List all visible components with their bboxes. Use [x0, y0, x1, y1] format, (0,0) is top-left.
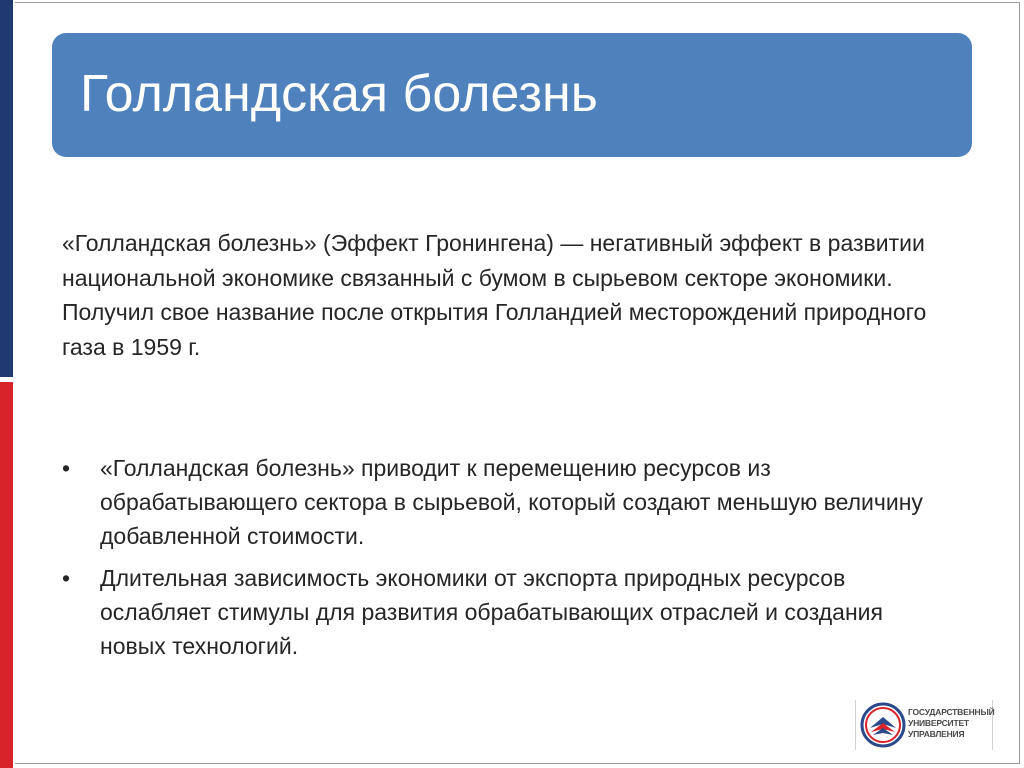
logo-line: УПРАВЛЕНИЯ	[908, 729, 965, 739]
bullet-text: «Голландская болезнь» приводит к перемещению ресурсов из обрабатывающего сектора в сырьевой, который создают меньшую величину добавленной стоимости.	[100, 455, 923, 549]
bullet-item	[62, 561, 952, 663]
logo-text	[908, 707, 995, 740]
logo-line: ГОСУДАРСТВЕННЫЙ	[908, 707, 995, 717]
side-strip-separator	[13, 0, 15, 768]
bullet-list	[62, 451, 952, 671]
side-strip-blue	[0, 0, 13, 377]
slide-title: Голландская болезнь	[80, 65, 598, 123]
university-logo	[855, 700, 993, 750]
bullet-marker: •	[62, 565, 71, 591]
title-bar	[52, 33, 972, 157]
intro-paragraph: «Голландская болезнь» (Эффект Гронингена) — негативный эффект в развитии национальной экономике связанный с бумом в сырьевом секторе экономики. Получил свое название после открытия Голландией месторождений природного газа в 1959 г.	[62, 230, 927, 360]
bullet-marker: •	[62, 455, 71, 481]
bullet-item	[62, 451, 952, 553]
bullet-text: Длительная зависимость экономики от экспорта природных ресурсов ослабляет стимулы для развития обрабатывающих отраслей и создания новых технологий.	[100, 565, 883, 659]
side-strip-red	[0, 382, 13, 768]
logo-line: УНИВЕРСИТЕТ	[908, 718, 969, 728]
university-emblem-icon	[860, 702, 906, 748]
